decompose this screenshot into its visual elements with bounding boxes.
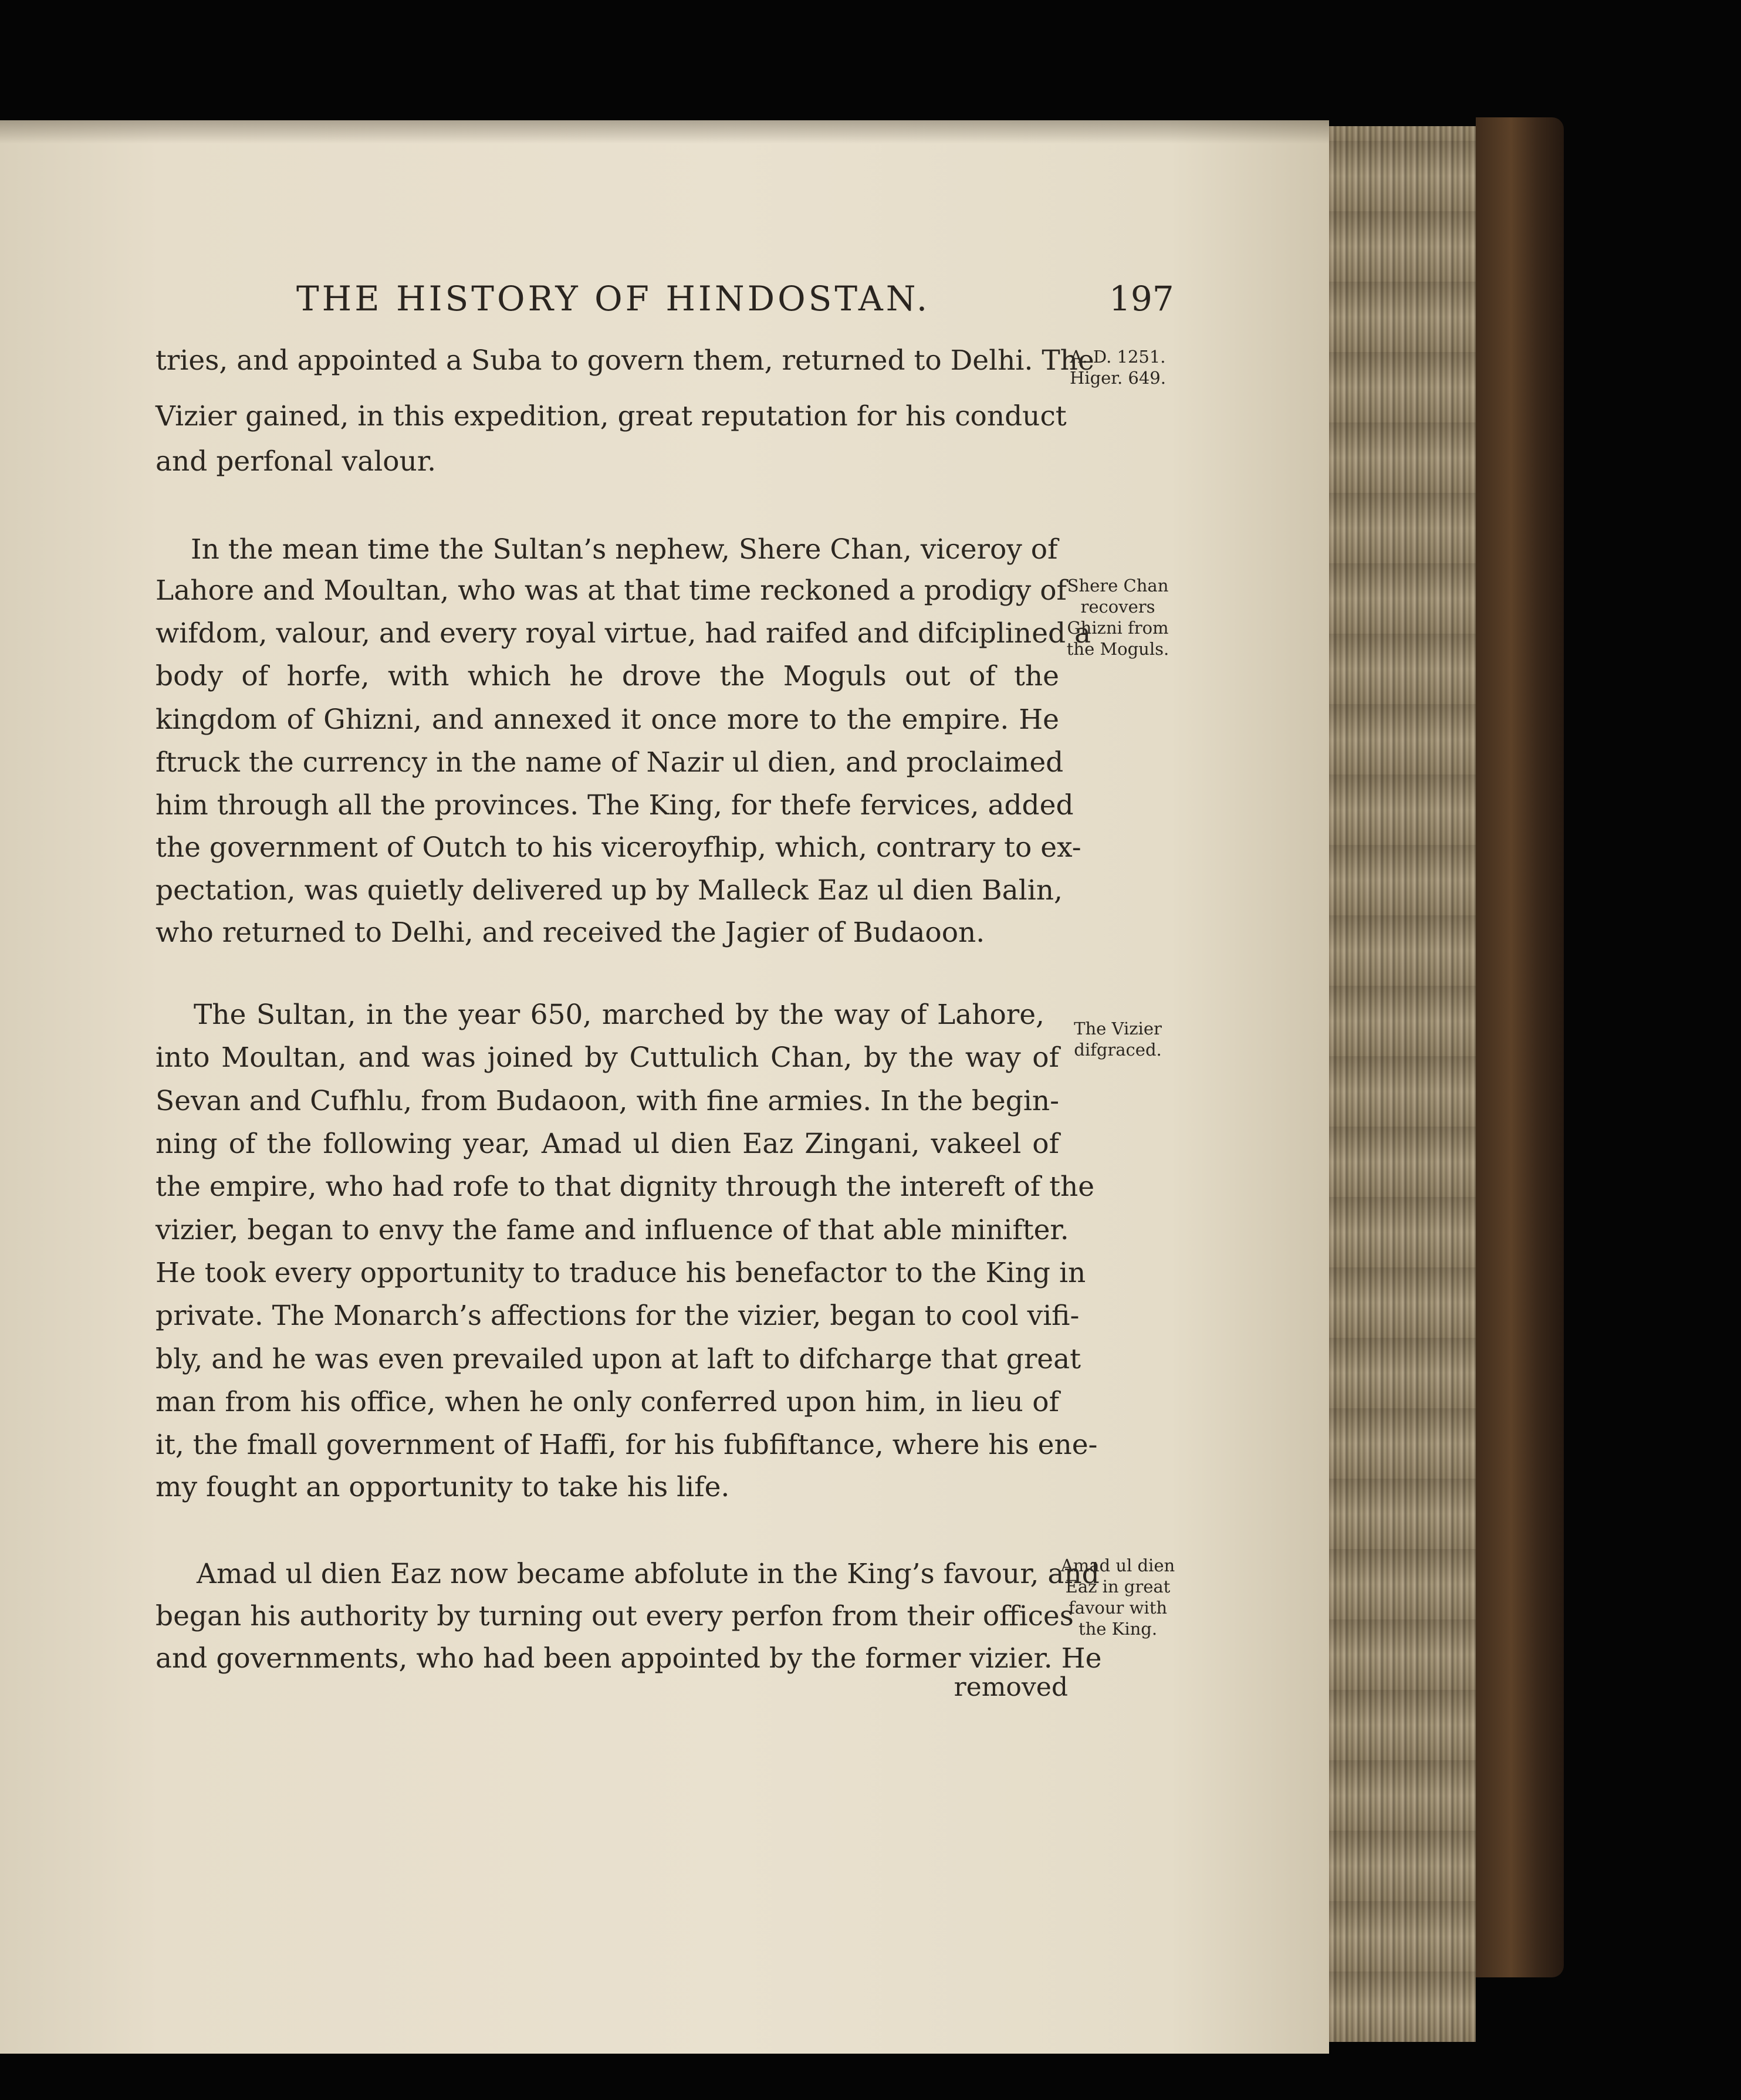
margin-note-line: Shere Chan <box>1067 576 1169 596</box>
margin-note-line: A. D. 1251. <box>1070 347 1166 367</box>
text-line: ftruck the currency in the name of Nazir ul dien, and proclaimed <box>155 746 1064 779</box>
text-line: body of horfe, with which he drove the Moguls out of the <box>155 660 1059 692</box>
text-line: into Moultan, and was joined by Cuttulich Chan, by the way of <box>155 1041 1059 1074</box>
text-line: He took every opportunity to traduce his benefactor to the King in <box>155 1257 1086 1289</box>
text-line: private. The Monarch’s affections for the vizier, began to cool vifi- <box>155 1300 1080 1332</box>
text-line: Sevan and Cufhlu, from Budaoon, with fine armies. In the begin- <box>155 1085 1060 1117</box>
margin-note-line: Higer. 649. <box>1070 368 1166 388</box>
running-title: THE HISTORY OF HINDOSTAN. <box>296 279 931 319</box>
text-line: kingdom of Ghizni, and annexed it once more to the empire. He <box>155 704 1059 736</box>
text-line: it, the fmall government of Haffi, for his fubfiftance, where his ene- <box>155 1429 1098 1461</box>
book-cover <box>1476 117 1564 1977</box>
catchword: removed <box>954 1672 1068 1702</box>
text-line: Lahore and Moultan, who was at that time reckoned a prodigy of <box>155 574 1067 607</box>
text-line: Vizier gained, in this expedition, great reputation for his conduct <box>155 400 1067 432</box>
text-line: began his authority by turning out every perfon from their offices <box>155 1600 1074 1632</box>
margin-note-line: The Vizier <box>1074 1019 1162 1039</box>
margin-note-line: the King. <box>1078 1619 1158 1639</box>
text-line: who returned to Delhi, and received the Jagier of Budaoon. <box>155 917 985 949</box>
margin-note-line: Eaz in great <box>1065 1577 1171 1597</box>
text-line: tries, and appointed a Suba to govern them, returned to Delhi. The <box>155 344 1094 377</box>
margin-note-line: recovers <box>1080 597 1155 617</box>
margin-note-line: the Moguls. <box>1066 639 1169 659</box>
text-line: my fought an opportunity to take his life. <box>155 1471 730 1503</box>
text-line: and perfonal valour. <box>155 445 437 478</box>
text-line: bly, and he was even prevailed upon at laft to difcharge that great <box>155 1343 1081 1375</box>
text-line: The Sultan, in the year 650, marched by the way of Lahore, <box>194 999 1044 1031</box>
text-line: vizier, began to envy the fame and influence of that able minifter. <box>155 1214 1069 1246</box>
text-line: the empire, who had rofe to that dignity through the intereft of the <box>155 1171 1095 1203</box>
text-line: and governments, who had been appointed by the former vizier. He <box>155 1642 1102 1675</box>
margin-note-shere-chan <box>1050 575 1185 660</box>
text-line: Amad ul dien Eaz now became abfolute in the King’s favour, and <box>197 1558 1100 1590</box>
margin-note-amad <box>1050 1555 1185 1639</box>
text-line: the government of Outch to his viceroyfhip, which, contrary to ex- <box>155 831 1081 864</box>
margin-note-line: difgraced. <box>1074 1040 1162 1060</box>
text-line: man from his office, when he only conferred upon him, in lieu of <box>155 1386 1059 1418</box>
text-line: In the mean time the Sultan’s nephew, Shere Chan, viceroy of <box>191 533 1058 566</box>
margin-note-line: Ghizni from <box>1067 618 1169 638</box>
text-line: wifdom, valour, and every royal virtue, had raifed and difciplined a <box>155 617 1091 650</box>
text-line: him through all the provinces. The King, for thefe fervices, added <box>155 789 1074 821</box>
margin-note-vizier <box>1050 1018 1185 1060</box>
page-number: 197 <box>1109 279 1174 319</box>
margin-note-line: Amad ul dien <box>1060 1555 1175 1575</box>
margin-note-line: favour with <box>1068 1598 1168 1618</box>
text-line: ning of the following year, Amad ul dien Eaz Zingani, vakeel of <box>155 1128 1059 1160</box>
margin-note-date <box>1050 346 1185 388</box>
page-edges <box>1329 126 1476 2042</box>
text-line: pectation, was quietly delivered up by Malleck Eaz ul dien Balin, <box>155 874 1063 907</box>
